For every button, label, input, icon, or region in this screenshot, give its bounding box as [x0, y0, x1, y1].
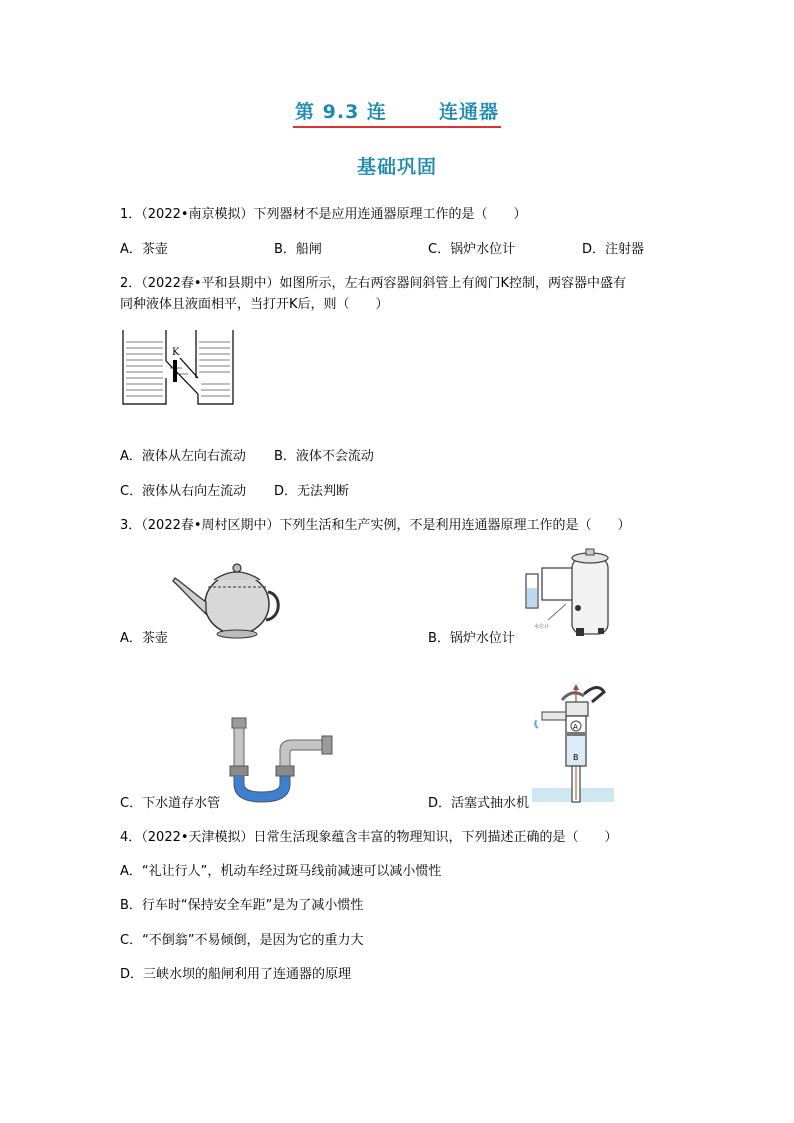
valve-k: [173, 360, 177, 382]
q4-option-b: B．行车时“保持安全车距”是为了减小惯性: [120, 898, 364, 913]
page-title: [0, 97, 794, 123]
teapot-image: [170, 554, 280, 644]
q4-option-a: A．“礼让行人”，机动车经过斑马线前减速可以减小惯性: [120, 864, 442, 879]
q3-option-d: D．活塞式抽水机: [428, 796, 530, 811]
q2-option-c: C．液体从右向左流动: [120, 484, 247, 499]
drain-trap-image: [222, 712, 337, 807]
q1-option-a: A．茶壶: [120, 242, 168, 257]
q3-text: 3．（2022春•周村区期中）下列生活和生产实例，不是利用连通器原理工作的是（ ）: [120, 518, 631, 533]
title-right: 连通器: [438, 101, 499, 123]
section-heading: 基础巩固: [356, 156, 437, 178]
title-left: 第 9.3 连: [295, 101, 387, 123]
boiler-gauge-label: 水位计: [534, 624, 550, 630]
valve-label: K: [172, 347, 180, 358]
q1-text: 1．（2022•南京模拟）下列器材不是应用连通器原理工作的是（ ）: [120, 207, 527, 222]
q3-option-c: C．下水道存水管: [120, 796, 221, 811]
pump-label-a: A: [573, 723, 578, 731]
boiler-image: [518, 548, 618, 642]
q2-option-d: D．无法判断: [274, 484, 350, 499]
pump-label-b: B: [573, 753, 579, 762]
q1-option-c: C．锅炉水位计: [428, 242, 516, 257]
q1-option-d: D．注射器: [582, 242, 645, 257]
q2-text-line1: 2．（2022春•平和县期中）如图所示，左右两容器间斜管上有阀门K控制，两容器中盛有: [120, 276, 627, 291]
q2-container-diagram: [118, 328, 238, 408]
q4-option-d: D．三峡水坝的船闸利用了连通器的原理: [120, 967, 352, 982]
q3-option-b: B．锅炉水位计: [428, 631, 515, 646]
q2-option-b: B．液体不会流动: [274, 449, 374, 464]
q2-text-line2: 同种液体且液面相平，当打开K后，则（ ）: [120, 297, 389, 312]
q4-option-c: C．“不倒翁”不易倾倒，是因为它的重力大: [120, 933, 364, 948]
piston-pump-image: [532, 680, 617, 808]
q2-option-a: A．液体从左向右流动: [120, 449, 246, 464]
q4-text: 4．（2022•天津模拟）日常生活现象蕴含丰富的物理知识，下列描述正确的是（ ）: [120, 830, 618, 845]
q3-option-a: A．茶壶: [120, 631, 168, 646]
q1-option-b: B．船闸: [274, 242, 322, 257]
